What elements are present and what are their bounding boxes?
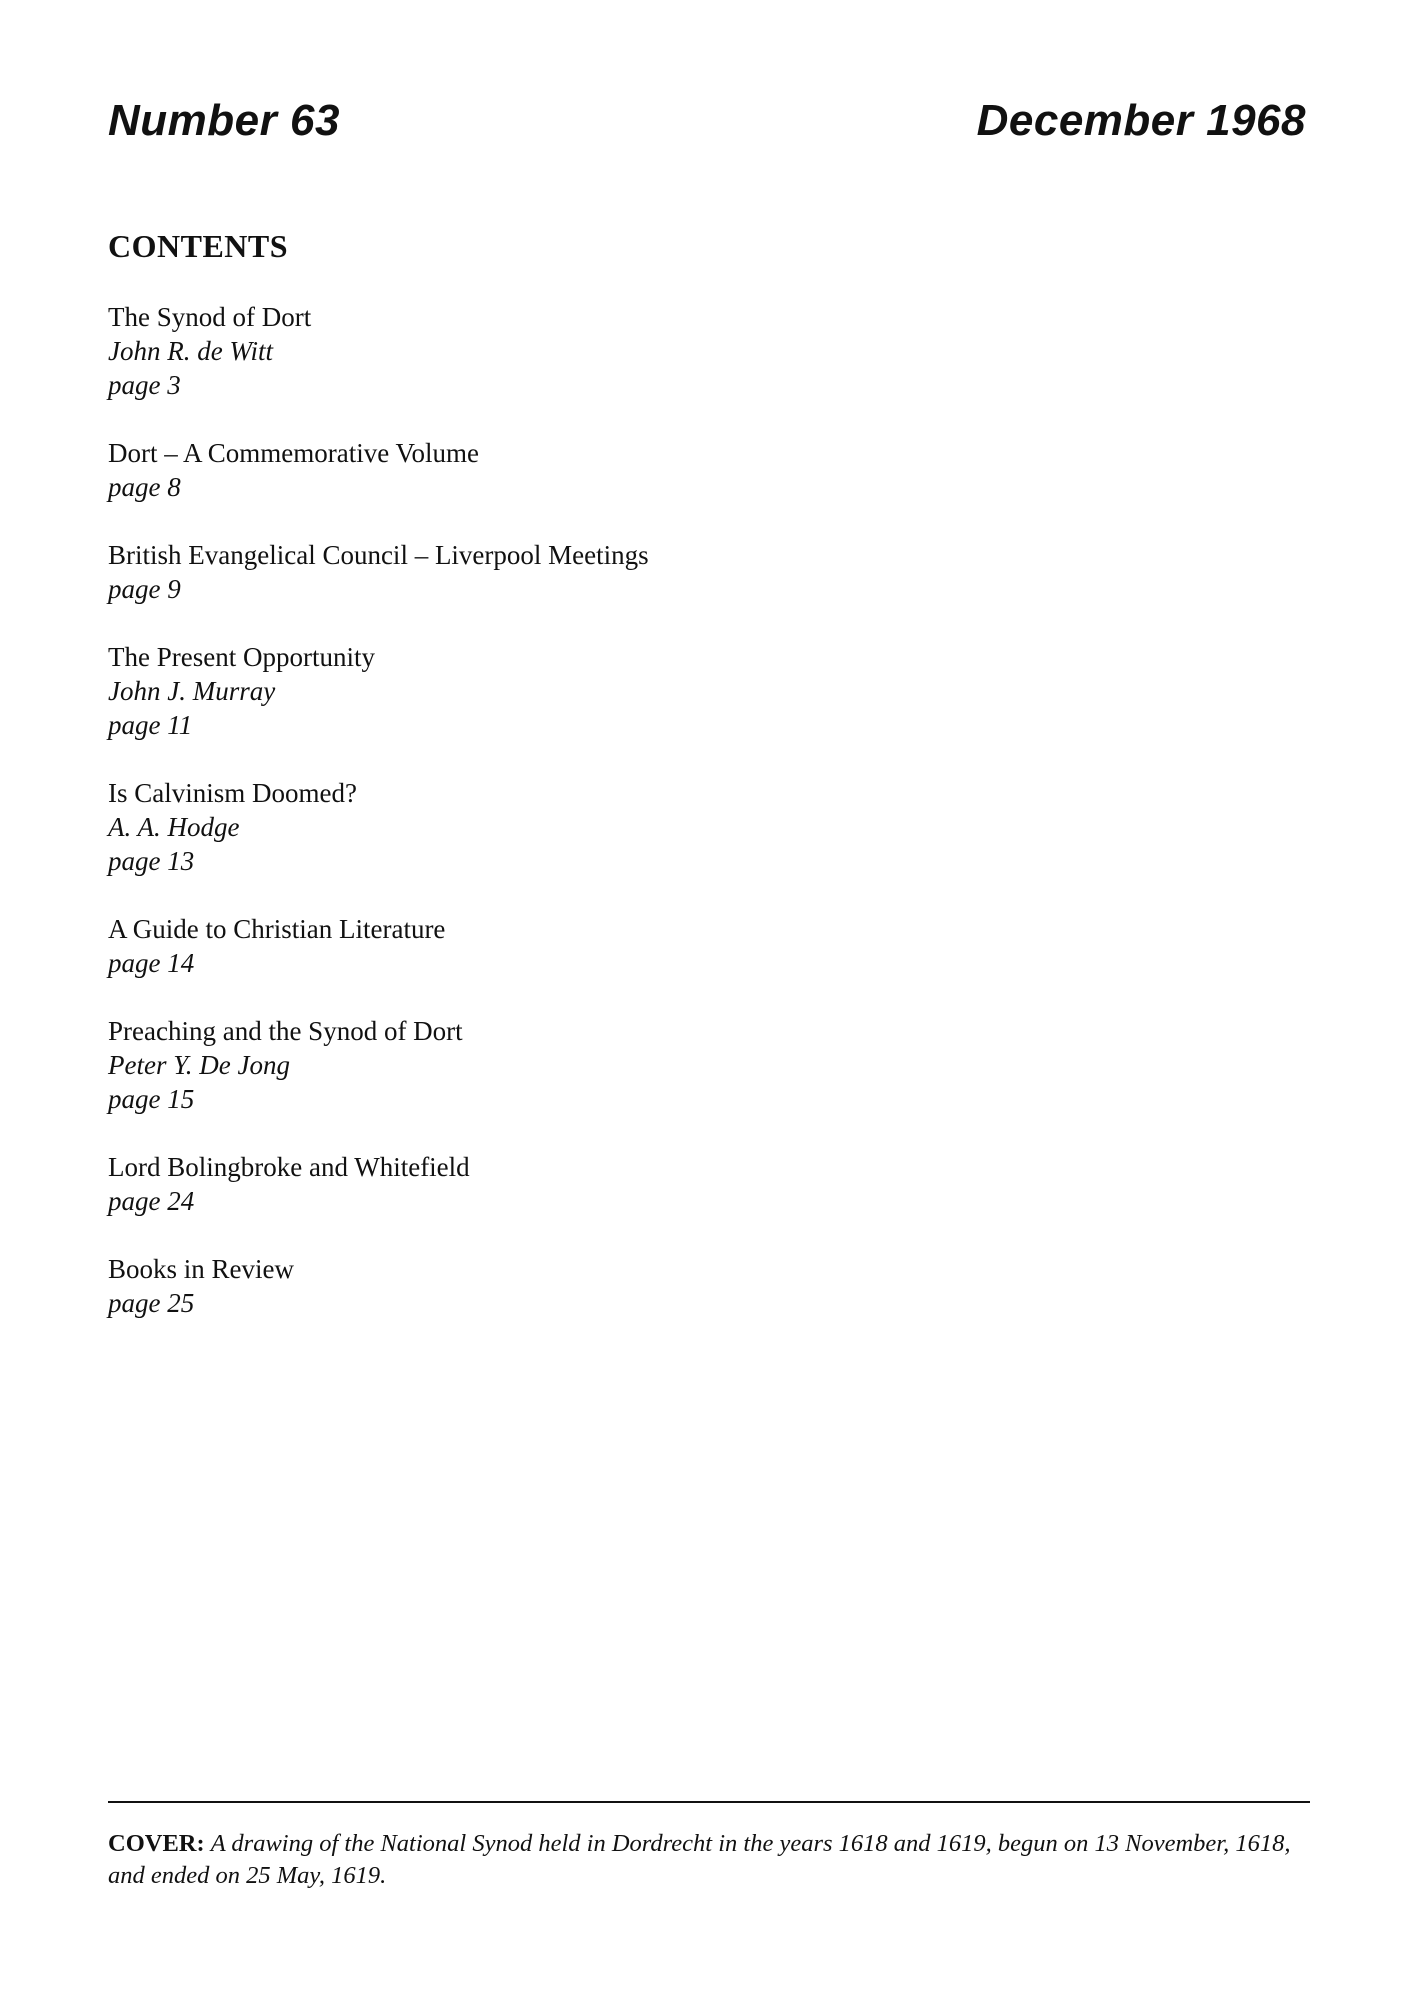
toc-entry-page: page 8 [108, 472, 181, 502]
toc-entry-page: page 11 [108, 710, 193, 740]
toc-entry [108, 538, 1008, 606]
toc-entry-title: Is Calvinism Doomed? [108, 778, 357, 808]
footer-divider [108, 1801, 1310, 1803]
toc-entry-title: Preaching and the Synod of Dort [108, 1016, 463, 1046]
toc-entry [108, 776, 1008, 878]
toc-entry-page: page 24 [108, 1186, 195, 1216]
toc-entry [108, 300, 1008, 402]
cover-note-text: A drawing of the National Synod held in Dordrecht in the years 1618 and 1619, begun on 13 November, 1618, and ended on 25 May, 1619. [108, 1830, 1291, 1889]
toc-entry-title: Lord Bolingbroke and Whitefield [108, 1152, 470, 1182]
toc-entry-author: John J. Murray [108, 676, 276, 706]
toc-entry-page: page 15 [108, 1084, 195, 1114]
toc-entry-page: page 3 [108, 370, 181, 400]
toc-entry [108, 912, 1008, 980]
toc-entry-page: page 25 [108, 1288, 195, 1318]
cover-note [108, 1828, 1310, 1892]
toc-entry-title: The Synod of Dort [108, 302, 312, 332]
table-of-contents [108, 300, 1008, 1354]
toc-entry-title: A Guide to Christian Literature [108, 914, 446, 944]
toc-entry [108, 1150, 1008, 1218]
toc-entry-author: Peter Y. De Jong [108, 1050, 290, 1080]
toc-entry-title: Books in Review [108, 1254, 294, 1284]
toc-entry [108, 640, 1008, 742]
toc-entry [108, 1252, 1008, 1320]
issue-number: Number 63 [108, 96, 340, 145]
toc-entry-title: British Evangelical Council – Liverpool Meetings [108, 540, 649, 570]
toc-entry-author: A. A. Hodge [108, 812, 240, 842]
contents-heading: CONTENTS [108, 228, 289, 264]
issue-date: December 1968 [976, 96, 1306, 145]
toc-entry-title: Dort – A Commemorative Volume [108, 438, 479, 468]
toc-entry-title: The Present Opportunity [108, 642, 375, 672]
toc-entry [108, 436, 1008, 504]
toc-entry [108, 1014, 1008, 1116]
page-header [108, 96, 1306, 146]
cover-note-label: COVER: [108, 1830, 205, 1857]
toc-entry-page: page 13 [108, 846, 195, 876]
toc-entry-page: page 9 [108, 574, 181, 604]
toc-entry-page: page 14 [108, 948, 195, 978]
toc-entry-author: John R. de Witt [108, 336, 273, 366]
